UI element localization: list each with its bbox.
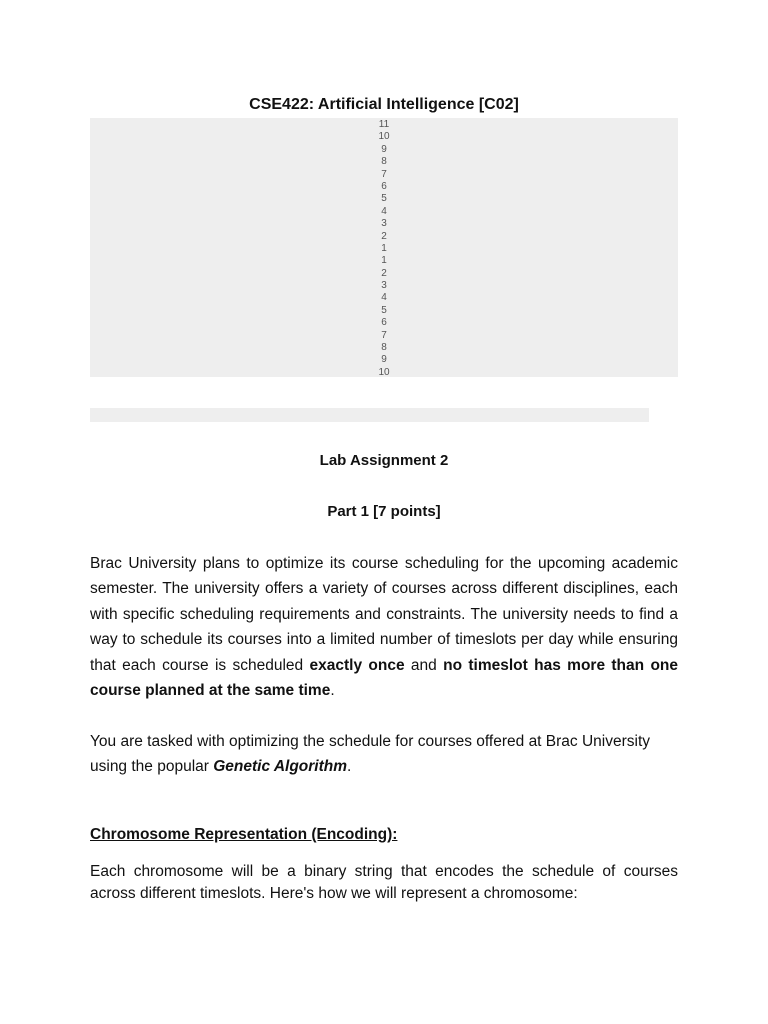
- number-item: 11: [378, 119, 390, 130]
- assignment-title: Lab Assignment 2: [319, 452, 449, 469]
- intro-text-1: Brac University plans to optimize its course scheduling for the upcoming academic semester. The university offers a variety of courses across different disciplines, each with specific scheduling requirements and constraints. The university needs to find a way to schedule its courses into a limited number of timeslots per day while ensuring that each course is scheduled: [90, 555, 678, 674]
- intro-text-3: .: [330, 682, 335, 700]
- number-item: 6: [381, 180, 387, 192]
- number-item: 10: [378, 131, 390, 143]
- task-paragraph: [90, 729, 678, 780]
- chromosome-heading: Chromosome Representation (Encoding):: [90, 826, 398, 843]
- number-item: 9: [381, 143, 387, 155]
- intro-bold-2: no timeslot has more than one course planned at the same time: [90, 656, 678, 700]
- number-item: 8: [381, 342, 387, 354]
- number-item: 1: [381, 255, 387, 267]
- number-list: [90, 119, 678, 379]
- intro-text-2: and: [404, 656, 444, 674]
- number-item: 2: [381, 267, 387, 279]
- intro-paragraph: [90, 551, 678, 703]
- gray-bar: [90, 408, 649, 422]
- number-item: 2: [381, 230, 387, 242]
- number-item: 6: [381, 317, 387, 329]
- number-item: 8: [381, 156, 387, 168]
- number-item: 5: [381, 193, 387, 205]
- number-item: 5: [381, 304, 387, 316]
- task-text-2: .: [347, 758, 352, 776]
- intro-bold-1: exactly once: [309, 656, 405, 674]
- number-item: 3: [381, 218, 387, 230]
- task-bold-italic: Genetic Algorithm: [213, 758, 348, 776]
- number-item: 10: [378, 366, 390, 378]
- number-item: 4: [381, 205, 387, 217]
- number-item: 3: [381, 280, 387, 292]
- number-item: 7: [381, 168, 387, 180]
- number-item: 4: [381, 292, 387, 304]
- part-heading: Part 1 [7 points]: [327, 503, 441, 520]
- number-item: 9: [381, 354, 387, 366]
- chromosome-paragraph: Each chromosome will be a binary string that encodes the schedule of courses across different timeslots. Here's how we will represent a chromosome:: [90, 863, 678, 902]
- number-item: 7: [381, 329, 387, 341]
- number-item: 1: [381, 242, 387, 254]
- number-column-block: [90, 118, 678, 377]
- task-text-1: You are tasked with optimizing the schedule for courses offered at Brac University using the popular: [90, 733, 651, 776]
- course-title: CSE422: Artificial Intelligence [C02]: [249, 96, 519, 113]
